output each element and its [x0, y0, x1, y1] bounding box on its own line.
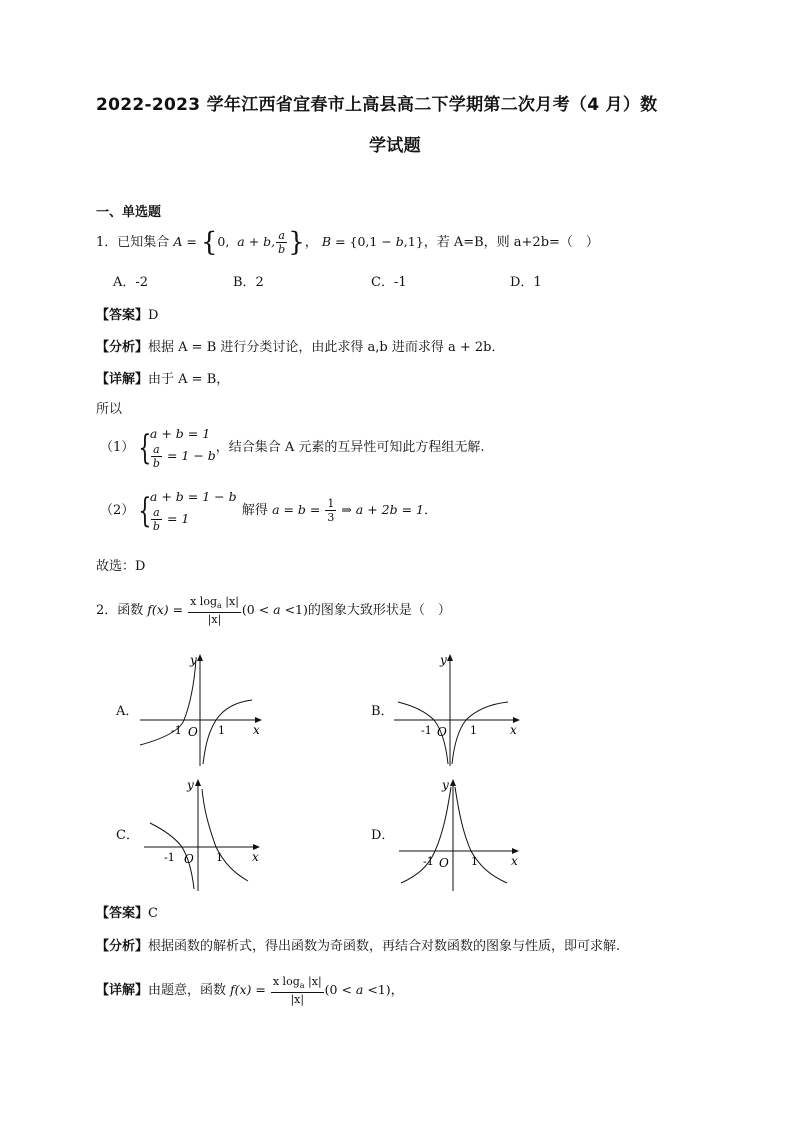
q1-so: 所以 — [96, 402, 123, 417]
curve-right — [202, 789, 248, 881]
x-label: x — [510, 723, 517, 737]
x-label: x — [511, 854, 518, 868]
y-label: y — [190, 653, 197, 667]
case2-eq1: a + b = 1 − b — [149, 489, 237, 504]
q2-function: f(x) = $\frac{x \log_a |x|}{|x|}$ (0 < a <1) — [143, 595, 308, 627]
q1-mid: ， — [304, 235, 318, 250]
graph-c[interactable] — [140, 775, 270, 895]
q2-analysis — [96, 938, 620, 956]
q1-stem — [96, 227, 599, 258]
answer-tag: 【答案】 — [96, 308, 149, 323]
q2-detail-function: f(x) = $\frac{x \log_a |x|}{|x|}$ (0 < a <1) — [226, 975, 391, 1007]
brace-icon: { — [138, 490, 152, 531]
q1-set-B: B = {0,1 − b,1} — [321, 234, 424, 249]
one-label: 1 — [471, 855, 478, 868]
x-label: x — [253, 723, 260, 737]
q2-detail — [96, 975, 404, 1006]
case1-eq1: a + b = 1 — [149, 426, 211, 441]
neg1-label: -1 — [423, 855, 434, 868]
q1-set-A: A = {0, a + b, $\frac{a}{b}$ } — [173, 227, 305, 258]
page-title-line1: 2022-2023 学年江西省宜春市上高县高二下学期第二次月考（4 月）数 — [96, 95, 658, 115]
case1-text: ，结合集合 A 元素的互异性可知此方程组无解. — [215, 439, 485, 455]
answer-tag: 【答案】 — [96, 906, 149, 921]
q2-answer — [96, 905, 158, 923]
analysis-tag: 【分析】 — [96, 340, 149, 355]
y-arrow-icon — [195, 779, 201, 786]
case2-system — [150, 488, 242, 533]
q1-option-a[interactable]: A．-2 — [113, 275, 149, 290]
q1-option-c[interactable]: C．-1 — [371, 275, 407, 290]
answer-value: D — [148, 308, 159, 323]
case2-text: 解得 a = b = $\frac{1}{3}$ ⇒ a + 2b = 1． — [241, 497, 437, 524]
detail-text: 由于 A = B， — [148, 372, 230, 387]
q1-detail — [96, 371, 229, 389]
q1-conclusion: 故选：D — [96, 559, 146, 574]
page-title-line2: 学试题 — [369, 136, 421, 156]
y-arrow-icon — [447, 654, 453, 661]
y-label: y — [187, 778, 194, 792]
q1-option-b[interactable]: B．2 — [233, 275, 264, 290]
neg1-label: -1 — [421, 724, 432, 737]
brace-icon: { — [138, 427, 152, 468]
detail-tag: 【详解】 — [96, 372, 149, 387]
x-label: x — [252, 850, 259, 864]
q1-case2 — [100, 488, 437, 533]
q2-option-a-label[interactable]: A． — [116, 704, 139, 719]
y-label: y — [442, 778, 449, 792]
y-arrow-icon — [197, 654, 203, 661]
q2-option-c-label[interactable]: C． — [116, 828, 139, 843]
detail-text: 由题意，函数 — [148, 982, 227, 998]
q2-option-b-label[interactable]: B． — [371, 704, 394, 719]
q1-suffix: ，若 A=B，则 a+2b=（ ） — [423, 235, 599, 250]
section-heading: 一、单选题 — [96, 205, 162, 220]
curve-right — [203, 700, 252, 764]
analysis-text: 根据函数的解析式，得出函数为奇函数，再结合对数函数的图象与性质，即可求解. — [148, 939, 621, 954]
graph-a[interactable] — [136, 650, 266, 770]
analysis-tag: 【分析】 — [96, 939, 149, 954]
neg1-label: -1 — [164, 851, 175, 864]
q1-prefix: 1．已知集合 — [96, 235, 170, 250]
q2-suffix: 的图象大致形状是（ ） — [307, 602, 451, 618]
case1-eq2: $\frac{a}{b}$ = 1 − b — [152, 443, 216, 470]
detail-tag: 【详解】 — [96, 982, 149, 998]
case2-label: （2） — [100, 502, 135, 518]
one-label: 1 — [470, 724, 477, 737]
origin-label: O — [188, 725, 198, 739]
origin-label: O — [437, 725, 447, 739]
detail-end: ， — [390, 982, 404, 998]
answer-value: C — [148, 906, 158, 921]
y-label: y — [440, 653, 447, 667]
origin-label: O — [439, 856, 449, 870]
q1-analysis — [96, 339, 504, 357]
neg1-label: -1 — [171, 724, 182, 737]
case2-eq2: $\frac{a}{b}$ = 1 — [152, 506, 190, 533]
case1-label: （1） — [100, 439, 135, 455]
q2-stem — [96, 595, 451, 626]
q1-case1 — [100, 425, 485, 470]
q1-answer — [96, 307, 158, 325]
q1-option-d[interactable]: D．1 — [510, 275, 542, 290]
curve-right — [452, 702, 508, 764]
origin-label: O — [184, 852, 194, 866]
one-label: 1 — [216, 851, 223, 864]
one-label: 1 — [218, 724, 225, 737]
q2-option-d-label[interactable]: D． — [371, 828, 395, 843]
analysis-text: 根据 A = B 进行分类讨论，由此求得 a,b 进而求得 a + 2b． — [148, 340, 505, 355]
graph-b[interactable] — [390, 650, 530, 770]
q2-prefix: 2．函数 — [96, 602, 144, 618]
y-arrow-icon — [450, 779, 456, 786]
case1-system — [150, 425, 216, 470]
curve-right — [455, 787, 507, 883]
graph-d[interactable] — [395, 775, 530, 895]
